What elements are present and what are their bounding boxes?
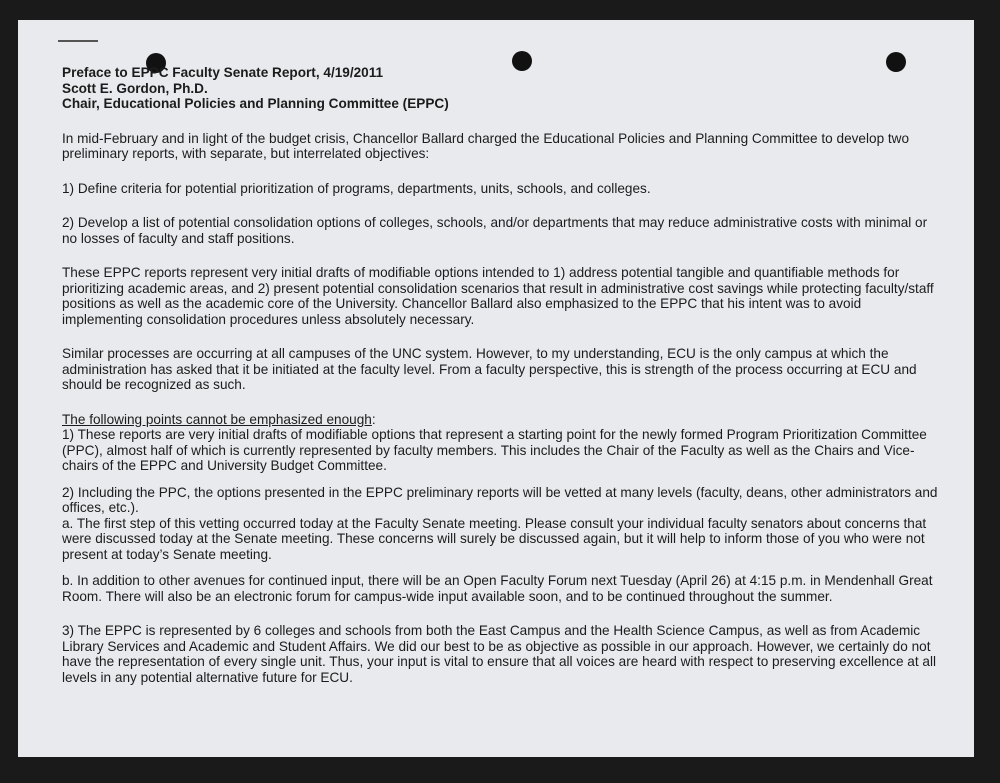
author-name: Scott E. Gordon, Ph.D. [62, 80, 208, 96]
point-1: 1) These reports are very initial drafts of modifiable options that represent a starting point for the newly formed Program Prioritization Committee (PPC), almost half of which is currently represented by faculty members. This includes the Chair of the Faculty as well as the Chairs and Vice-chairs of the EPPC and University Budget Committee. [62, 427, 927, 473]
points-heading-line [62, 412, 942, 428]
points-heading: The following points cannot be emphasized enough [62, 411, 372, 427]
author-title: Chair, Educational Policies and Planning Committee (EPPC) [62, 96, 449, 111]
point-2: 2) Including the PPC, the options presented in the EPPC preliminary reports will be vetted at many levels (faculty, deans, other administrators and offices, etc.). [62, 484, 938, 515]
point-2b: b. In addition to other avenues for continued input, there will be an Open Faculty Forum next Tuesday (April 26) at 4:15 p.m. in Mendenhall Great Room. There will also be an electronic forum for campus-wide input available soon, and to be continued throughout the summer. [62, 573, 933, 604]
pen-mark [58, 40, 98, 42]
intro-paragraph: In mid-February and in light of the budget crisis, Chancellor Ballard charged the Educational Policies and Planning Committee to develop two preliminary reports, with separate, but interrelated objectives: [62, 130, 910, 161]
objective-2: 2) Develop a list of potential consolidation options of colleges, schools, and/or departments that may reduce administrative costs with minimal or no losses of faculty and staff positions. [62, 215, 928, 246]
reports-paragraph: These EPPC reports represent very initial drafts of modifiable options intended to 1) address potential tangible and quantifiable methods for prioritizing academic areas, and 2) present potential consolidation scenarios that result in administrative cost savings while protecting faculty/staff positions as well as the academic core of the University. Chancellor Ballard also emphasized to the EPPC that his intent was to avoid implementing consolidation procedures unless absolutely necessary. [62, 265, 934, 327]
document-page [18, 20, 974, 757]
point-3: 3) The EPPC is represented by 6 colleges and schools from both the East Campus and the Health Science Campus, as well as from Academic Library Services and Academic and Student Affairs. We did our best to be as objective as possible in our approach. However, we certainly do not have the representation of every single unit. Thus, your input is vital to ensure that all voices are heard with respect to preserving excellence at all levels in any potential alternative future for ECU. [62, 623, 937, 685]
points-heading-colon: : [371, 411, 376, 427]
report-title: Preface to EPPC Faculty Senate Report, 4/19/2011 [62, 65, 384, 80]
document-body [62, 65, 942, 685]
point-2a: a. The first step of this vetting occurred today at the Faculty Senate meeting. Please consult your individual faculty senators about concerns that were discussed today at the Senate meeting. These concerns will surely be discussed again, but it will help to inform those of you who were not present at today’s Senate meeting. [62, 515, 927, 562]
objective-1: 1) Define criteria for potential prioritization of programs, departments, units, schools, and colleges. [62, 180, 651, 196]
similar-processes-paragraph: Similar processes are occurring at all campuses of the UNC system. However, to my understanding, ECU is the only campus at which the administration has asked that it be initiated at the faculty level. From a faculty perspective, this is strength of the process occurring at ECU and should be recognized as such. [62, 346, 917, 392]
